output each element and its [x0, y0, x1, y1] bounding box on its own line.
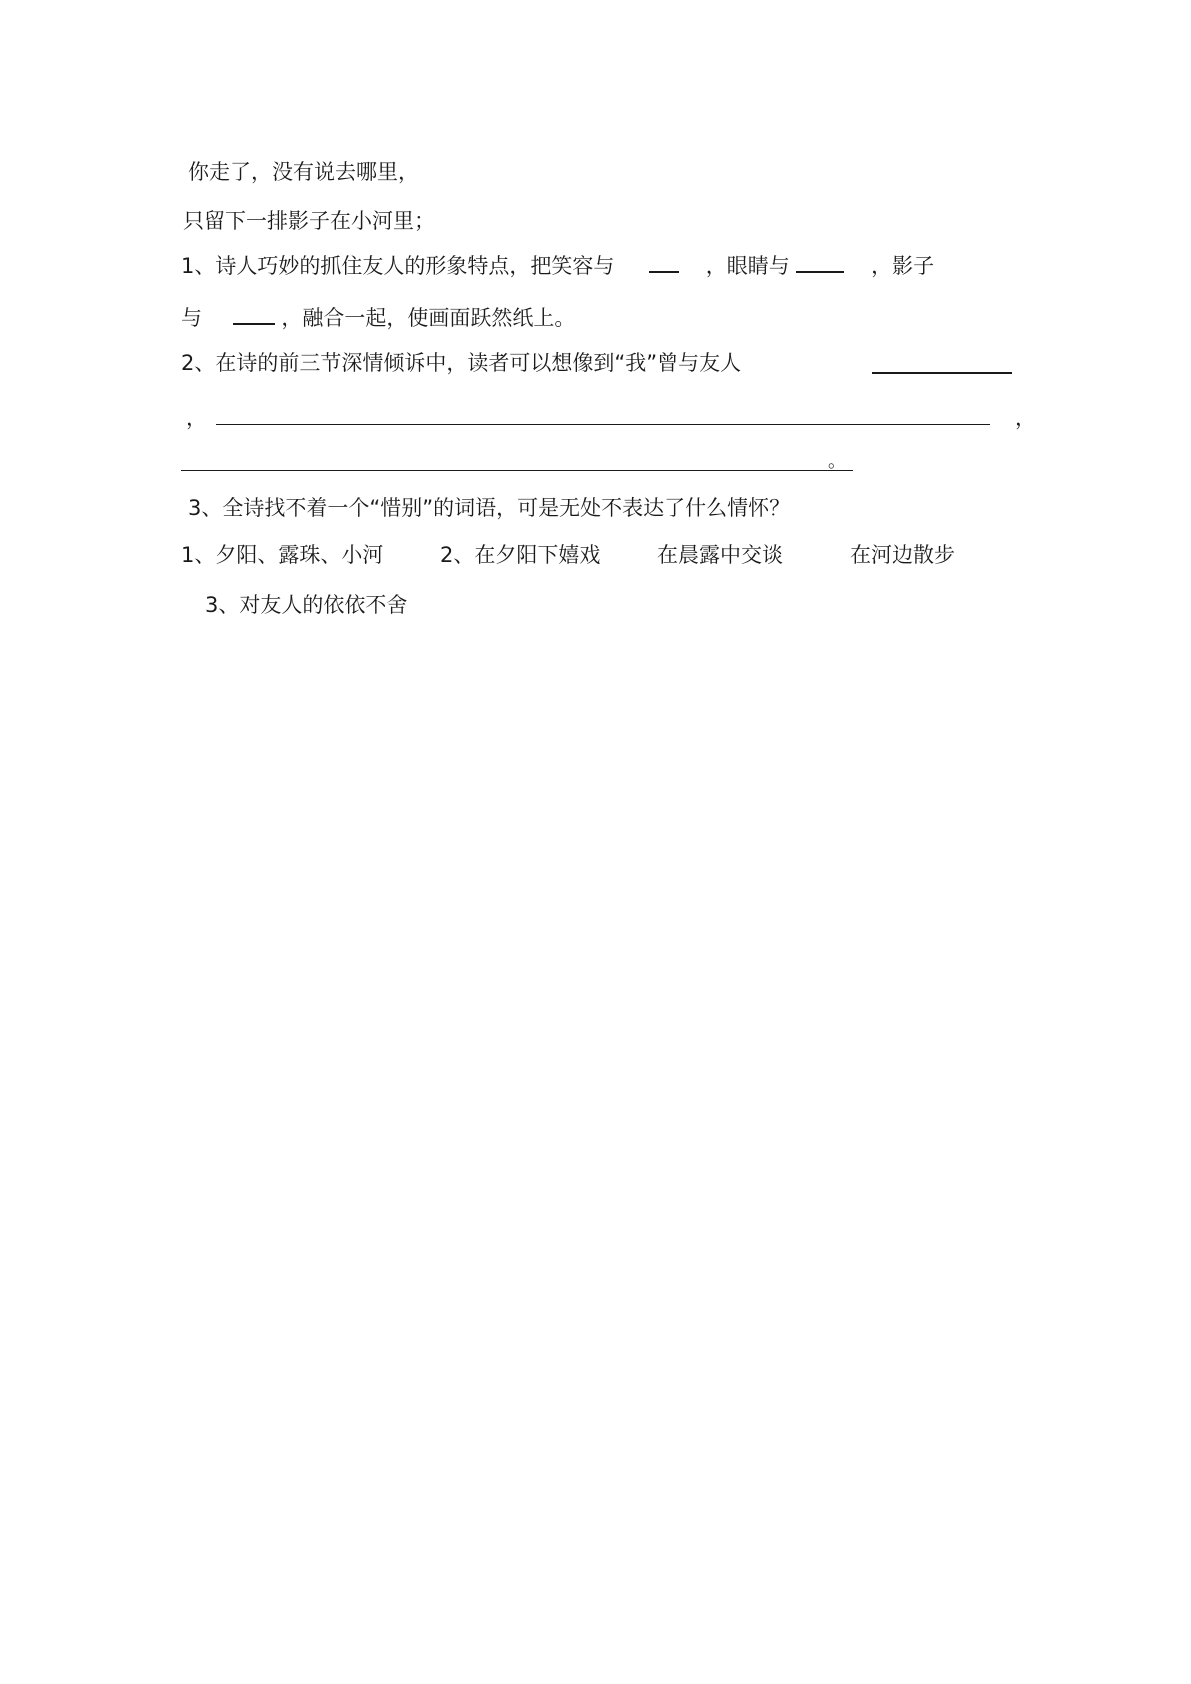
question-1-text-d: 与	[181, 306, 202, 330]
answer-2-item-2: 在晨露中交谈	[657, 543, 783, 567]
answer-3-text: 3、对友人的依依不舍	[205, 593, 408, 617]
question-1-line-2	[181, 303, 575, 332]
answer-blank-shadow[interactable]	[233, 303, 275, 325]
question-2-period: 。	[828, 451, 846, 472]
poem-line-1: 你走了，没有说去哪里，	[188, 160, 419, 184]
question-1-text-b: ，眼睛与	[705, 254, 790, 278]
answer-1-text: 1、夕阳、露珠、小河	[181, 543, 384, 567]
question-1-line-1	[181, 251, 934, 280]
question-1-text-c: ，影子	[871, 254, 935, 278]
question-2-comma-1: ，	[186, 406, 207, 430]
answer-blank-smile[interactable]	[649, 251, 679, 273]
question-1-text-e: ，融合一起，使画面跃然纸上。	[281, 306, 576, 330]
answer-2-item-3: 在河边散步	[850, 543, 955, 567]
answer-line-2b[interactable]	[216, 424, 990, 425]
question-2-comma-2: ，	[1015, 406, 1036, 430]
question-1-text-a: 1、诗人巧妙的抓住友人的形象特点，把笑容与	[181, 254, 615, 278]
question-2-text: 2、在诗的前三节深情倾诉中，读者可以想像到“我”曾与友人	[181, 351, 742, 375]
answer-2-item-1: 2、在夕阳下嬉戏	[440, 543, 601, 567]
answer-blank-eyes[interactable]	[796, 251, 844, 273]
answer-line-2c[interactable]	[181, 470, 853, 471]
poem-line-2: 只留下一排影子在小河里；	[183, 209, 435, 233]
question-3-text: 3、全诗找不着一个“惜别”的词语，可是无处不表达了什么情怀？	[188, 496, 791, 520]
answer-line-2a[interactable]	[872, 372, 1012, 374]
